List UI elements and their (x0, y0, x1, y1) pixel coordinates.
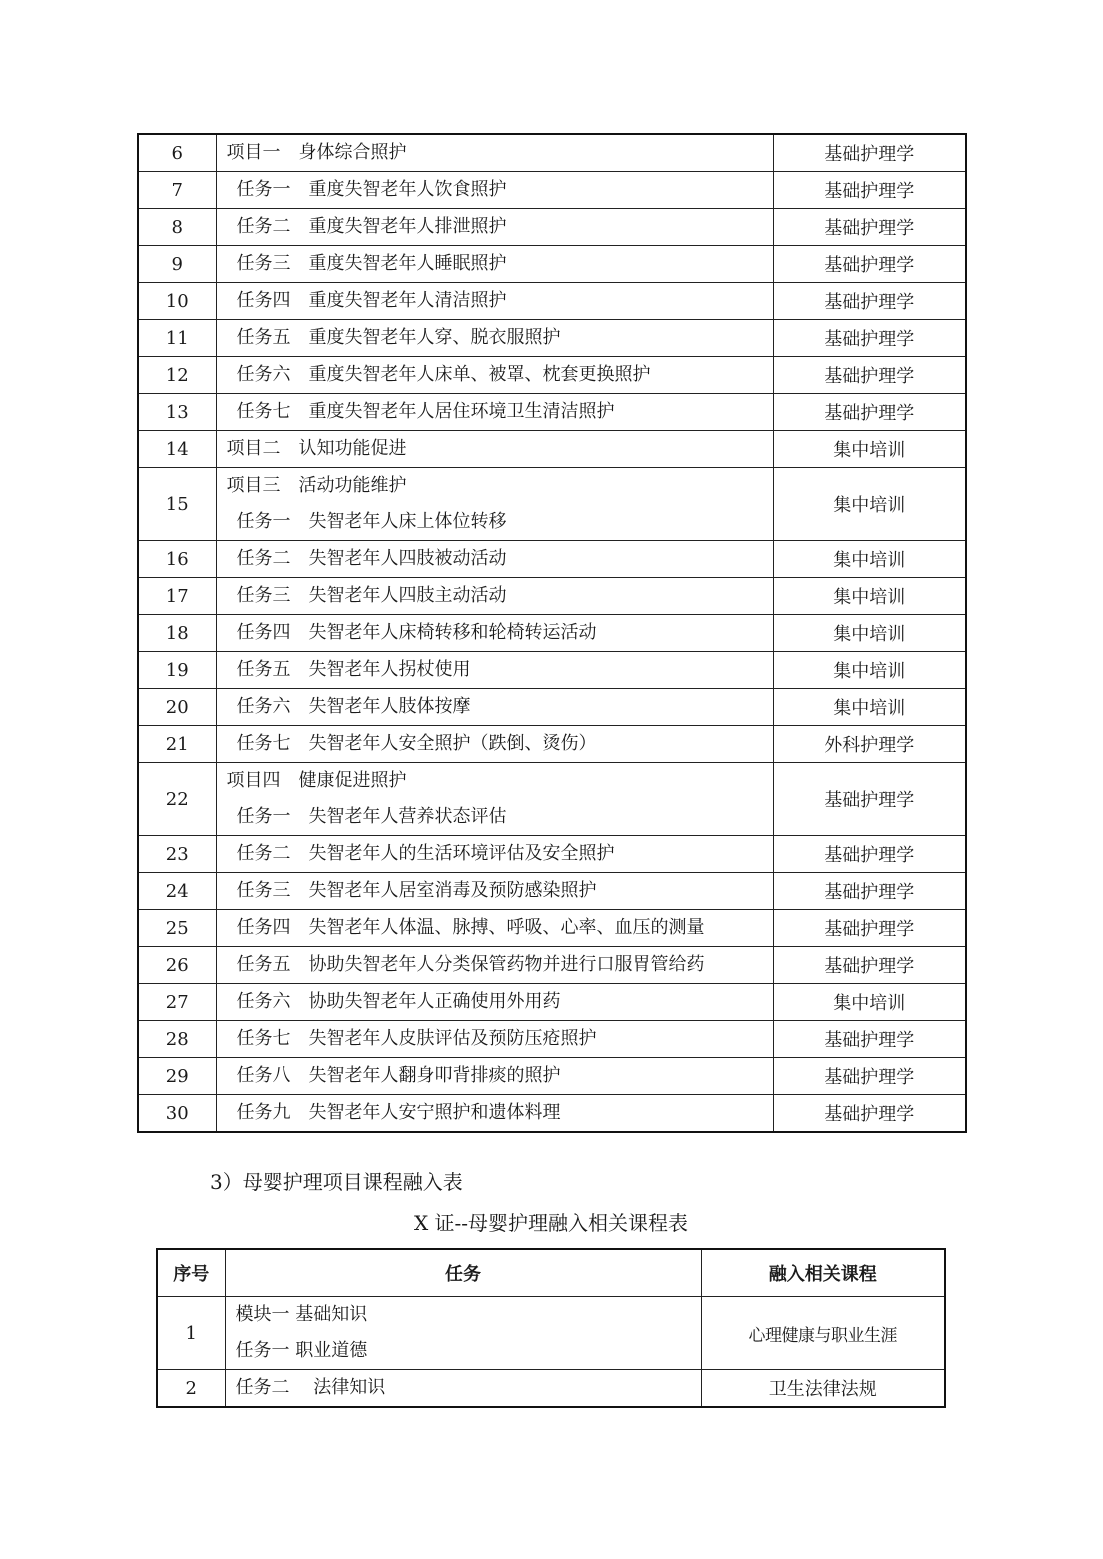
task-cell (216, 209, 773, 246)
table-row (138, 1095, 966, 1133)
task-cell (216, 763, 773, 836)
task-cell (216, 1021, 773, 1058)
related-course: 外科护理学 (773, 726, 966, 763)
table-row (138, 320, 966, 357)
table-row (138, 836, 966, 873)
related-course: 集中培训 (773, 984, 966, 1021)
related-course: 基础护理学 (773, 134, 966, 172)
task-cell (216, 578, 773, 615)
task-cell (216, 836, 773, 873)
header-num: 序号 (157, 1249, 225, 1297)
task-cell (216, 283, 773, 320)
task-cell (216, 984, 773, 1021)
related-course: 基础护理学 (773, 246, 966, 283)
related-course: 基础护理学 (773, 947, 966, 984)
table-row (138, 873, 966, 910)
related-course: 基础护理学 (773, 394, 966, 431)
table-row (138, 615, 966, 652)
row-number: 15 (138, 468, 216, 541)
table-row (138, 357, 966, 394)
task-text: 任务五 协助失智老年人分类保管药物并进行口服胃管给药 (236, 954, 705, 975)
header-course: 融入相关课程 (701, 1249, 945, 1297)
row-number: 19 (138, 652, 216, 689)
task-text: 任务一 失智老年人营养状态评估 (236, 806, 507, 827)
task-cell (216, 873, 773, 910)
task-cell (225, 1370, 701, 1408)
related-course: 基础护理学 (773, 836, 966, 873)
row-number: 8 (138, 209, 216, 246)
related-course: 基础护理学 (773, 1095, 966, 1133)
task-cell (216, 910, 773, 947)
row-number: 16 (138, 541, 216, 578)
row-number: 26 (138, 947, 216, 984)
task-cell (216, 947, 773, 984)
header-task: 任务 (225, 1249, 701, 1297)
task-text: 任务五 重度失智老年人穿、脱衣服照护 (236, 327, 561, 348)
task-cell (216, 1095, 773, 1133)
maternal-infant-course-table-body (157, 1297, 945, 1408)
related-course: 集中培训 (773, 689, 966, 726)
task-text: 任务二 失智老年人的生活环境评估及安全照护 (236, 843, 615, 864)
table-row (138, 984, 966, 1021)
task-text: 任务一 重度失智老年人饮食照护 (236, 179, 507, 200)
task-text: 任务六 重度失智老年人床单、被罩、枕套更换照护 (236, 364, 651, 385)
task-text: 任务三 失智老年人居室消毒及预防感染照护 (236, 880, 597, 901)
task-text: 项目二 认知功能促进 (226, 438, 407, 459)
related-course: 心理健康与职业生涯 (701, 1297, 945, 1370)
table-row (138, 283, 966, 320)
task-cell (216, 320, 773, 357)
table-row (138, 726, 966, 763)
row-number: 1 (157, 1297, 225, 1370)
row-number: 12 (138, 357, 216, 394)
related-course: 基础护理学 (773, 873, 966, 910)
related-course: 集中培训 (773, 468, 966, 541)
table-row (157, 1297, 945, 1370)
related-course: 基础护理学 (773, 320, 966, 357)
table-header-row (157, 1249, 945, 1297)
task-text: 任务三 失智老年人四肢主动活动 (236, 585, 507, 606)
task-cell (216, 357, 773, 394)
related-course: 基础护理学 (773, 357, 966, 394)
row-number: 9 (138, 246, 216, 283)
task-text: 任务四 失智老年人体温、脉搏、呼吸、心率、血压的测量 (236, 917, 705, 938)
table-row (138, 246, 966, 283)
row-number: 7 (138, 172, 216, 209)
row-number: 17 (138, 578, 216, 615)
row-number: 10 (138, 283, 216, 320)
row-number: 21 (138, 726, 216, 763)
maternal-infant-course-table (156, 1248, 946, 1408)
task-cell (216, 134, 773, 172)
related-course: 基础护理学 (773, 763, 966, 836)
task-text: 任务二 法律知识 (235, 1377, 386, 1398)
task-cell (216, 172, 773, 209)
task-text: 任务五 失智老年人拐杖使用 (236, 659, 471, 680)
related-course: 基础护理学 (773, 1021, 966, 1058)
table-row (138, 541, 966, 578)
row-number: 24 (138, 873, 216, 910)
row-number: 23 (138, 836, 216, 873)
task-text: 任务九 失智老年人安宁照护和遗体料理 (236, 1102, 561, 1123)
table-row (138, 134, 966, 172)
table-row (157, 1370, 945, 1408)
table-row (138, 652, 966, 689)
task-cell (216, 689, 773, 726)
table-row (138, 578, 966, 615)
table-row (138, 172, 966, 209)
related-course: 集中培训 (773, 541, 966, 578)
table-row (138, 947, 966, 984)
section-heading: 3）母婴护理项目课程融入表 (210, 1170, 463, 1194)
task-text: 任务一 职业道德 (235, 1340, 368, 1361)
task-text: 任务二 失智老年人四肢被动活动 (236, 548, 507, 569)
task-cell (216, 541, 773, 578)
task-cell (216, 431, 773, 468)
row-number: 28 (138, 1021, 216, 1058)
task-text: 模块一 基础知识 (235, 1304, 368, 1325)
row-number: 27 (138, 984, 216, 1021)
task-cell (216, 394, 773, 431)
related-course: 基础护理学 (773, 172, 966, 209)
related-course: 集中培训 (773, 431, 966, 468)
row-number: 22 (138, 763, 216, 836)
task-text: 项目三 活动功能维护 (226, 475, 407, 496)
task-cell (225, 1297, 701, 1370)
task-text: 任务七 失智老年人安全照护（跌倒、烫伤） (236, 733, 597, 754)
table-row (138, 394, 966, 431)
row-number: 6 (138, 134, 216, 172)
related-course: 基础护理学 (773, 209, 966, 246)
task-cell (216, 652, 773, 689)
table-row (138, 209, 966, 246)
row-number: 13 (138, 394, 216, 431)
related-course: 集中培训 (773, 615, 966, 652)
table-row (138, 468, 966, 541)
row-number: 20 (138, 689, 216, 726)
task-text: 任务四 重度失智老年人清洁照护 (236, 290, 507, 311)
row-number: 2 (157, 1370, 225, 1408)
task-text: 项目一 身体综合照护 (226, 142, 407, 163)
task-text: 任务六 失智老年人肢体按摩 (236, 696, 471, 717)
table-row (138, 431, 966, 468)
related-course: 集中培训 (773, 578, 966, 615)
task-cell (216, 615, 773, 652)
row-number: 11 (138, 320, 216, 357)
task-text: 任务八 失智老年人翻身叩背排痰的照护 (236, 1065, 561, 1086)
task-text: 任务一 失智老年人床上体位转移 (236, 511, 507, 532)
table-row (138, 763, 966, 836)
task-text: 任务三 重度失智老年人睡眠照护 (236, 253, 507, 274)
row-number: 18 (138, 615, 216, 652)
row-number: 29 (138, 1058, 216, 1095)
task-text: 任务六 协助失智老年人正确使用外用药 (236, 991, 561, 1012)
task-cell (216, 1058, 773, 1095)
related-course: 集中培训 (773, 652, 966, 689)
related-course: 卫生法律法规 (701, 1370, 945, 1408)
task-text: 任务四 失智老年人床椅转移和轮椅转运活动 (236, 622, 597, 643)
related-course: 基础护理学 (773, 283, 966, 320)
related-course: 基础护理学 (773, 1058, 966, 1095)
task-text: 任务二 重度失智老年人排泄照护 (236, 216, 507, 237)
nursing-course-table-body (138, 134, 966, 1132)
row-number: 25 (138, 910, 216, 947)
table-caption: X 证--母婴护理融入相关课程表 (413, 1211, 689, 1235)
task-cell (216, 726, 773, 763)
task-text: 任务七 重度失智老年人居住环境卫生清洁照护 (236, 401, 615, 422)
table-row (138, 689, 966, 726)
task-cell (216, 468, 773, 541)
table-row (138, 1021, 966, 1058)
task-text: 任务七 失智老年人皮肤评估及预防压疮照护 (236, 1028, 597, 1049)
table-row (138, 910, 966, 947)
related-course: 基础护理学 (773, 910, 966, 947)
task-text: 项目四 健康促进照护 (226, 770, 407, 791)
row-number: 30 (138, 1095, 216, 1133)
task-cell (216, 246, 773, 283)
row-number: 14 (138, 431, 216, 468)
nursing-course-table (137, 133, 967, 1133)
table-row (138, 1058, 966, 1095)
